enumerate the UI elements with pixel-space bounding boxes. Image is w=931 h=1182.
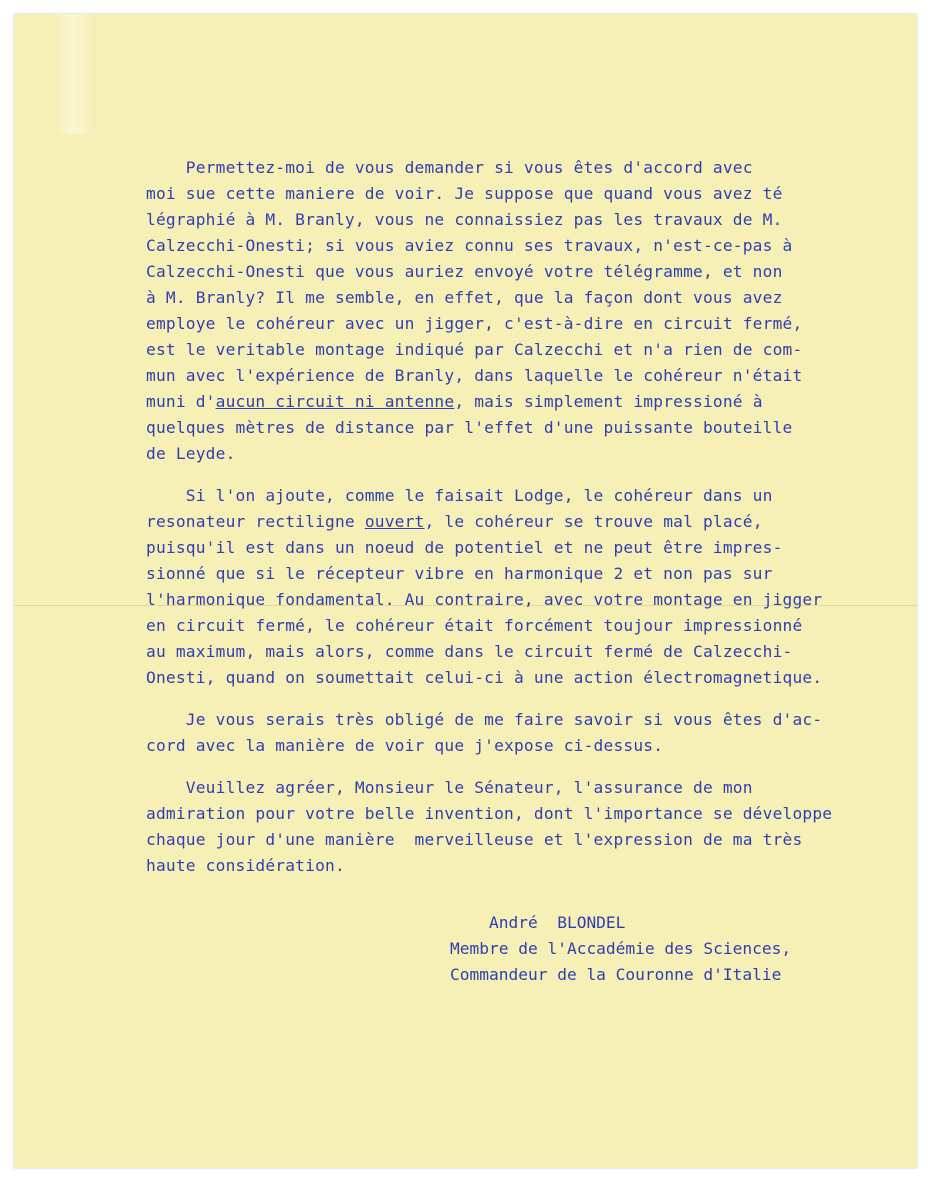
text-line: employe le cohéreur avec un jigger, c'est-à-dire en circuit fermé,: [146, 314, 803, 333]
text-line: à M. Branly? Il me semble, en effet, que la façon dont vous avez: [146, 288, 783, 307]
text-line: Veuillez agréer, Monsieur le Sénateur, l'assurance de mon: [146, 778, 753, 797]
text-line: mun avec l'expérience de Branly, dans laquelle le cohéreur n'était: [146, 366, 803, 385]
text-line: Je vous serais très obligé de me faire savoir si vous êtes d'ac-: [146, 710, 823, 729]
text-line: Permettez-moi de vous demander si vous êtes d'accord avec: [146, 158, 753, 177]
paragraph-gap: [146, 759, 846, 775]
paragraph-4: [146, 775, 846, 879]
text-line: admiration pour votre belle invention, dont l'importance se développe: [146, 804, 833, 823]
text-line: chaque jour d'une manière merveilleuse et l'expression de ma très: [146, 830, 803, 849]
signature-block: [450, 910, 791, 988]
paragraph-2: [146, 483, 846, 691]
text-segment: muni d': [146, 392, 216, 411]
text-line: puisqu'il est dans un noeud de potentiel et ne peut être impres-: [146, 538, 783, 557]
text-line: quelques mètres de distance par l'effet d'une puissante bouteille: [146, 418, 793, 437]
text-segment: , mais simplement impressioné à: [454, 392, 763, 411]
paper-crease: [54, 14, 94, 134]
signature-name: André BLONDEL: [450, 913, 626, 932]
underlined-phrase: aucun circuit ni antenne: [215, 392, 455, 411]
paragraph-3: [146, 707, 846, 759]
text-segment: resonateur rectiligne: [146, 512, 365, 531]
text-line: l'harmonique fondamental. Au contraire, avec votre montage en jigger: [146, 590, 823, 609]
text-line: Si l'on ajoute, comme le faisait Lodge, le cohéreur dans un: [146, 486, 773, 505]
text-line: est le veritable montage indiqué par Calzecchi et n'a rien de com-: [146, 340, 803, 359]
signature-title-1: Membre de l'Accadémie des Sciences,: [450, 939, 792, 958]
signature-title-2: Commandeur de la Couronne d'Italie: [450, 965, 782, 984]
paragraph-1: [146, 155, 846, 467]
text-line: au maximum, mais alors, comme dans le circuit fermé de Calzecchi-: [146, 642, 793, 661]
text-line: de Leyde.: [146, 444, 236, 463]
underlined-word: ouvert: [364, 512, 425, 531]
text-line: Calzecchi-Onesti que vous auriez envoyé votre télégramme, et non: [146, 262, 783, 281]
paragraph-gap: [146, 467, 846, 483]
text-line: moi sue cette maniere de voir. Je suppose que quand vous avez té: [146, 184, 783, 203]
text-line: en circuit fermé, le cohéreur était forcément toujour impressionné: [146, 616, 803, 635]
text-line: légraphié à M. Branly, vous ne connaissiez pas les travaux de M.: [146, 210, 783, 229]
text-segment: , le cohéreur se trouve mal placé,: [424, 512, 763, 531]
text-line: haute considération.: [146, 856, 345, 875]
text-line: [146, 509, 846, 535]
text-line: cord avec la manière de voir que j'expose ci-dessus.: [146, 736, 664, 755]
paragraph-gap: [146, 691, 846, 707]
text-line: Calzecchi-Onesti; si vous aviez connu ses travaux, n'est-ce-pas à: [146, 236, 793, 255]
text-line: Onesti, quand on soumettait celui-ci à une action électromagnetique.: [146, 668, 823, 687]
letter-body: [146, 155, 846, 879]
text-line: [146, 389, 846, 415]
text-line: sionné que si le récepteur vibre en harmonique 2 et non pas sur: [146, 564, 773, 583]
